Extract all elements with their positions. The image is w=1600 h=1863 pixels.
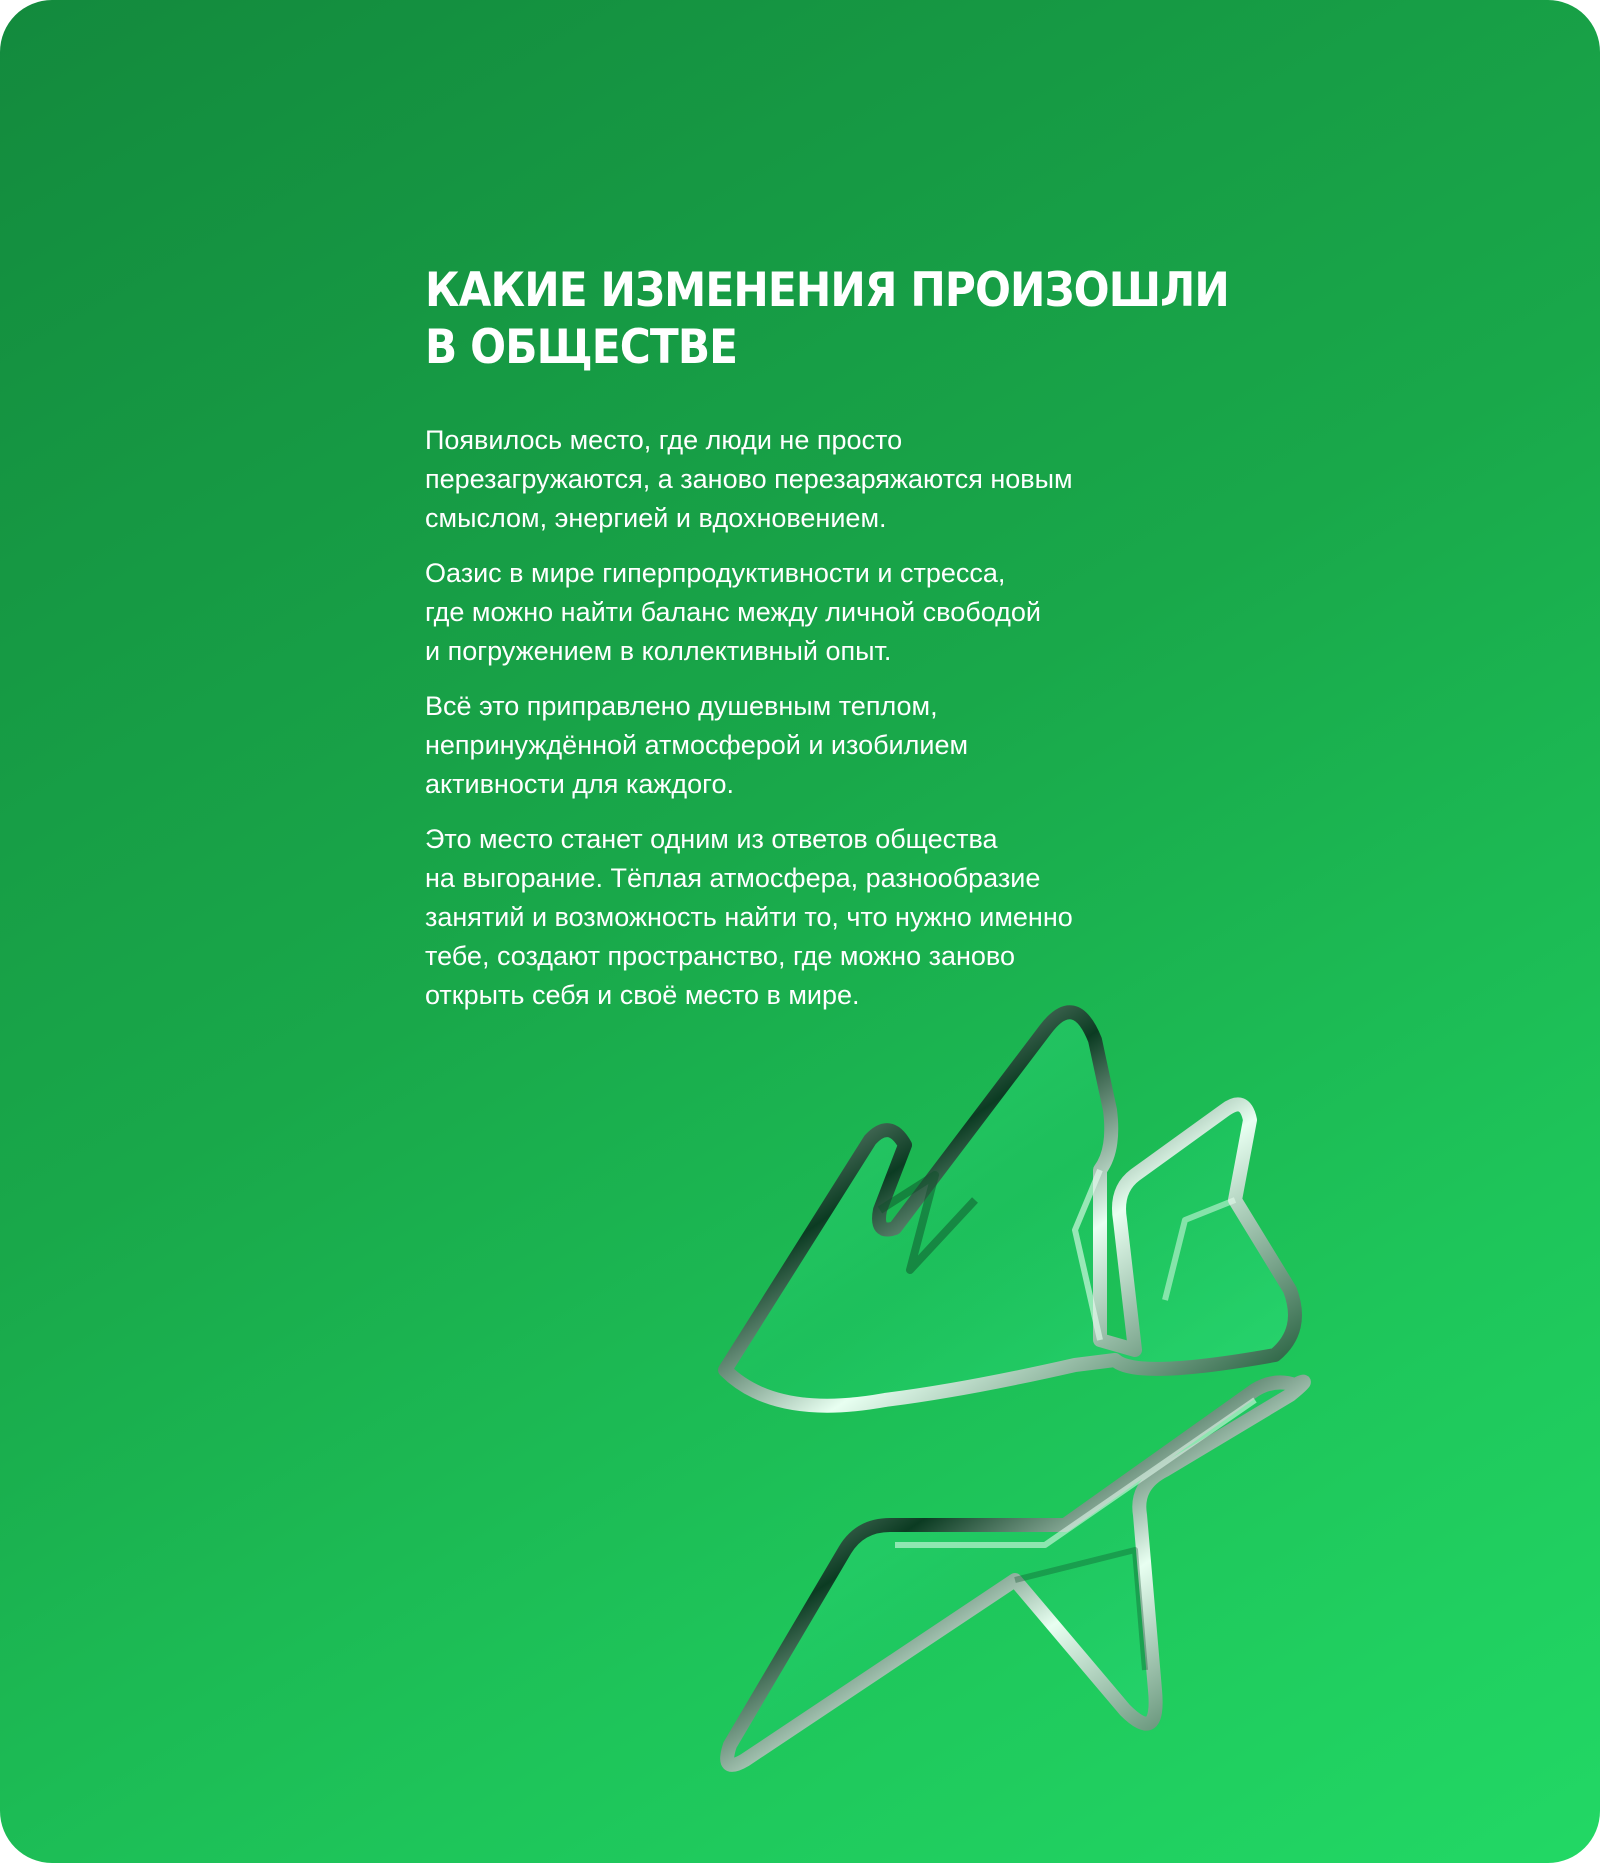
mountains-shape [725,1012,1295,1405]
section-title-line: В ОБЩЕСТВЕ [425,320,738,375]
paragraph-line: Это место станет одним из ответов общества [425,824,998,854]
glass-mountains-arrow-logo-icon [715,970,1415,1800]
paragraph [425,421,1185,538]
paragraph-line: активности для каждого. [425,769,734,799]
paragraph-line: смыслом, энергией и вдохновением. [425,503,887,533]
paragraph-line: Оазис в мире гиперпродуктивности и стресса, [425,558,1006,588]
section-title [425,262,1229,376]
section-title-line: КАКИЕ ИЗМЕНЕНИЯ ПРОИЗОШЛИ [425,263,1229,318]
arrow-shape [727,1382,1304,1765]
paragraph-line: тебе, создают пространство, где можно заново [425,941,1015,971]
text-block [425,262,1229,1031]
paragraph-line: занятий и возможность найти то, что нужно именно [425,902,1073,932]
paragraph-line: на выгорание. Тёплая атмосфера, разнообразие [425,863,1041,893]
paragraph-line: непринуждённой атмосферой и изобилием [425,730,969,760]
paragraph-line: открыть себя и своё место в мире. [425,980,860,1010]
paragraph-line: где можно найти баланс между личной свободой [425,597,1041,627]
paragraph-line: Всё это приправлено душевным теплом, [425,691,938,721]
paragraph [425,687,1185,804]
paragraph [425,554,1185,671]
paragraph-line: Появилось место, где люди не просто [425,425,903,455]
paragraph-line: перезагружаются, а заново перезаряжаются новым [425,464,1073,494]
paragraph-line: и погружением в коллективный опыт. [425,636,892,666]
